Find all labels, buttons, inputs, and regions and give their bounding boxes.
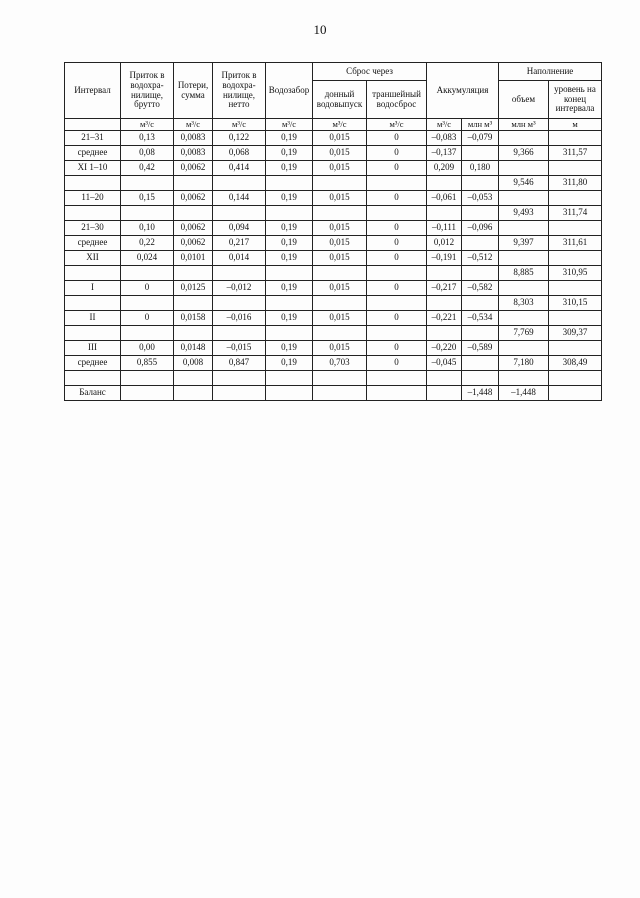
cell-accumulation-mln — [462, 176, 499, 191]
cell-accumulation-mln: 0,180 — [462, 161, 499, 176]
cell-accumulation-m3s — [427, 266, 462, 281]
cell-volume — [499, 341, 549, 356]
cell-interval: 21–30 — [65, 221, 121, 236]
cell-accumulation-m3s: –0,217 — [427, 281, 462, 296]
cell-accumulation-mln: –1,448 — [462, 386, 499, 401]
cell-bottom-outlet — [313, 386, 367, 401]
cell-inflow-netto: 0,144 — [213, 191, 266, 206]
cell-accumulation-mln: –0,512 — [462, 251, 499, 266]
cell-accumulation-m3s: –0,191 — [427, 251, 462, 266]
table-row — [65, 326, 602, 341]
cell-water-intake: 0,19 — [266, 161, 313, 176]
unit-cell: млн м³ — [499, 119, 549, 131]
cell-level: 309,37 — [549, 326, 602, 341]
cell-water-intake: 0,19 — [266, 236, 313, 251]
cell-interval: Баланс — [65, 386, 121, 401]
cell-inflow-brutto: 0,10 — [121, 221, 174, 236]
cell-interval: 11–20 — [65, 191, 121, 206]
table-row — [65, 236, 602, 251]
cell-trench-spillway — [367, 296, 427, 311]
table-row — [65, 371, 602, 386]
cell-inflow-brutto — [121, 266, 174, 281]
cell-interval — [65, 266, 121, 281]
cell-bottom-outlet: 0,015 — [313, 191, 367, 206]
cell-inflow-brutto: 0,08 — [121, 146, 174, 161]
table-row — [65, 221, 602, 236]
cell-level: 310,15 — [549, 296, 602, 311]
cell-inflow-netto — [213, 371, 266, 386]
cell-inflow-brutto — [121, 371, 174, 386]
table-row — [65, 251, 602, 266]
cell-water-intake: 0,19 — [266, 341, 313, 356]
cell-level — [549, 161, 602, 176]
cell-inflow-netto: –0,012 — [213, 281, 266, 296]
unit-cell: м³/с — [427, 119, 462, 131]
cell-losses: 0,0148 — [174, 341, 213, 356]
cell-bottom-outlet: 0,015 — [313, 131, 367, 146]
cell-interval — [65, 206, 121, 221]
cell-accumulation-mln: –0,096 — [462, 221, 499, 236]
cell-water-intake — [266, 296, 313, 311]
cell-water-intake — [266, 326, 313, 341]
header-bottom-outlet: донный водовыпуск — [313, 81, 367, 119]
cell-bottom-outlet — [313, 296, 367, 311]
cell-level: 311,61 — [549, 236, 602, 251]
cell-bottom-outlet — [313, 206, 367, 221]
cell-losses: 0,0158 — [174, 311, 213, 326]
cell-losses: 0,0062 — [174, 236, 213, 251]
unit-cell: м³/с — [121, 119, 174, 131]
cell-water-intake: 0,19 — [266, 356, 313, 371]
cell-bottom-outlet — [313, 176, 367, 191]
cell-water-intake: 0,19 — [266, 191, 313, 206]
cell-bottom-outlet — [313, 326, 367, 341]
cell-water-intake — [266, 206, 313, 221]
unit-cell: м — [549, 119, 602, 131]
cell-volume: 9,493 — [499, 206, 549, 221]
table-row — [65, 176, 602, 191]
cell-interval: среднее — [65, 236, 121, 251]
cell-trench-spillway — [367, 386, 427, 401]
cell-inflow-netto — [213, 176, 266, 191]
cell-interval — [65, 296, 121, 311]
cell-interval: II — [65, 311, 121, 326]
cell-bottom-outlet: 0,015 — [313, 221, 367, 236]
cell-volume: 7,769 — [499, 326, 549, 341]
cell-accumulation-m3s: –0,061 — [427, 191, 462, 206]
cell-volume: 9,546 — [499, 176, 549, 191]
cell-inflow-brutto: 0,855 — [121, 356, 174, 371]
cell-losses — [174, 176, 213, 191]
water-balance-table — [64, 62, 602, 401]
cell-losses: 0,0062 — [174, 221, 213, 236]
cell-bottom-outlet: 0,015 — [313, 311, 367, 326]
cell-accumulation-mln — [462, 296, 499, 311]
table-row — [65, 191, 602, 206]
cell-trench-spillway: 0 — [367, 131, 427, 146]
unit-cell: м³/с — [213, 119, 266, 131]
cell-volume: 9,366 — [499, 146, 549, 161]
header-inflow-netto: Приток в водохра-нилище, нетто — [213, 63, 266, 119]
cell-accumulation-mln — [462, 326, 499, 341]
cell-inflow-brutto — [121, 206, 174, 221]
cell-inflow-brutto — [121, 386, 174, 401]
page-number: 10 — [313, 22, 327, 37]
cell-volume: 8,303 — [499, 296, 549, 311]
cell-level — [549, 131, 602, 146]
table-row — [65, 206, 602, 221]
cell-trench-spillway: 0 — [367, 161, 427, 176]
cell-volume — [499, 221, 549, 236]
units-row — [65, 119, 602, 131]
cell-inflow-brutto: 0 — [121, 281, 174, 296]
cell-level — [549, 341, 602, 356]
cell-volume — [499, 281, 549, 296]
cell-inflow-netto: –0,016 — [213, 311, 266, 326]
cell-losses — [174, 326, 213, 341]
cell-water-intake — [266, 176, 313, 191]
cell-bottom-outlet: 0,015 — [313, 281, 367, 296]
cell-water-intake — [266, 371, 313, 386]
cell-trench-spillway: 0 — [367, 281, 427, 296]
cell-volume — [499, 161, 549, 176]
unit-cell: м³/с — [367, 119, 427, 131]
cell-inflow-brutto — [121, 176, 174, 191]
header-discharge-via: Сброс через — [313, 63, 427, 81]
cell-losses — [174, 296, 213, 311]
cell-inflow-netto: 0,068 — [213, 146, 266, 161]
header-trench-spillway: траншейный водосброс — [367, 81, 427, 119]
cell-interval — [65, 176, 121, 191]
cell-inflow-netto: 0,014 — [213, 251, 266, 266]
cell-accumulation-m3s — [427, 206, 462, 221]
cell-interval: I — [65, 281, 121, 296]
cell-inflow-netto: 0,217 — [213, 236, 266, 251]
cell-inflow-brutto: 0,13 — [121, 131, 174, 146]
cell-inflow-netto — [213, 326, 266, 341]
cell-losses — [174, 266, 213, 281]
cell-level: 308,49 — [549, 356, 602, 371]
cell-inflow-netto: 0,847 — [213, 356, 266, 371]
header-level-end: уровень на конец интервала — [549, 81, 602, 119]
cell-accumulation-mln — [462, 371, 499, 386]
cell-accumulation-m3s: –0,220 — [427, 341, 462, 356]
cell-inflow-netto: 0,122 — [213, 131, 266, 146]
cell-interval: среднее — [65, 146, 121, 161]
cell-inflow-netto — [213, 386, 266, 401]
cell-inflow-brutto — [121, 326, 174, 341]
cell-inflow-brutto: 0,42 — [121, 161, 174, 176]
cell-accumulation-mln — [462, 206, 499, 221]
cell-bottom-outlet: 0,703 — [313, 356, 367, 371]
cell-inflow-netto: –0,015 — [213, 341, 266, 356]
cell-inflow-netto — [213, 206, 266, 221]
cell-losses: 0,0101 — [174, 251, 213, 266]
cell-accumulation-mln — [462, 266, 499, 281]
cell-accumulation-mln: –0,589 — [462, 341, 499, 356]
header-accumulation: Аккумуляция — [427, 63, 499, 119]
cell-trench-spillway — [367, 326, 427, 341]
unit-cell-empty — [65, 119, 121, 131]
cell-losses: 0,0062 — [174, 161, 213, 176]
header-water-intake: Водозабор — [266, 63, 313, 119]
cell-losses — [174, 386, 213, 401]
cell-accumulation-m3s — [427, 296, 462, 311]
cell-accumulation-m3s: 0,209 — [427, 161, 462, 176]
cell-trench-spillway: 0 — [367, 221, 427, 236]
cell-inflow-brutto: 0,15 — [121, 191, 174, 206]
cell-bottom-outlet: 0,015 — [313, 341, 367, 356]
cell-volume — [499, 311, 549, 326]
table-row — [65, 341, 602, 356]
cell-interval — [65, 371, 121, 386]
cell-inflow-netto: 0,094 — [213, 221, 266, 236]
cell-volume: 7,180 — [499, 356, 549, 371]
table-row — [65, 386, 602, 401]
cell-accumulation-m3s: –0,111 — [427, 221, 462, 236]
cell-water-intake: 0,19 — [266, 251, 313, 266]
cell-losses — [174, 206, 213, 221]
cell-accumulation-mln: –0,582 — [462, 281, 499, 296]
cell-level — [549, 311, 602, 326]
cell-accumulation-m3s: –0,137 — [427, 146, 462, 161]
cell-interval: 21–31 — [65, 131, 121, 146]
table-row — [65, 356, 602, 371]
cell-level — [549, 371, 602, 386]
cell-accumulation-m3s — [427, 386, 462, 401]
cell-accumulation-mln: –0,079 — [462, 131, 499, 146]
table-row — [65, 161, 602, 176]
cell-inflow-netto — [213, 296, 266, 311]
cell-inflow-netto: 0,414 — [213, 161, 266, 176]
unit-cell: м³/с — [313, 119, 367, 131]
cell-trench-spillway — [367, 206, 427, 221]
table-row — [65, 266, 602, 281]
cell-losses: 0,008 — [174, 356, 213, 371]
header-volume: объем — [499, 81, 549, 119]
cell-trench-spillway: 0 — [367, 341, 427, 356]
cell-accumulation-m3s — [427, 326, 462, 341]
cell-trench-spillway: 0 — [367, 146, 427, 161]
cell-inflow-brutto: 0,00 — [121, 341, 174, 356]
cell-water-intake — [266, 386, 313, 401]
cell-accumulation-m3s: 0,012 — [427, 236, 462, 251]
cell-bottom-outlet: 0,015 — [313, 236, 367, 251]
table-row — [65, 146, 602, 161]
cell-trench-spillway: 0 — [367, 251, 427, 266]
cell-bottom-outlet: 0,015 — [313, 251, 367, 266]
unit-cell: м³/с — [174, 119, 213, 131]
cell-trench-spillway — [367, 266, 427, 281]
cell-losses: 0,0062 — [174, 191, 213, 206]
cell-accumulation-m3s: –0,221 — [427, 311, 462, 326]
cell-inflow-brutto: 0,024 — [121, 251, 174, 266]
cell-interval — [65, 326, 121, 341]
cell-water-intake: 0,19 — [266, 281, 313, 296]
cell-water-intake: 0,19 — [266, 221, 313, 236]
header-filling: Наполнение — [499, 63, 602, 81]
cell-volume: –1,448 — [499, 386, 549, 401]
cell-volume — [499, 131, 549, 146]
table-row — [65, 296, 602, 311]
cell-water-intake: 0,19 — [266, 131, 313, 146]
cell-interval: XII — [65, 251, 121, 266]
header-inflow-brutto: Приток в водохра-нилище, брутто — [121, 63, 174, 119]
cell-level: 311,74 — [549, 206, 602, 221]
cell-interval: III — [65, 341, 121, 356]
cell-trench-spillway: 0 — [367, 356, 427, 371]
cell-accumulation-mln — [462, 236, 499, 251]
cell-level — [549, 191, 602, 206]
cell-accumulation-m3s: –0,045 — [427, 356, 462, 371]
cell-volume — [499, 191, 549, 206]
cell-accumulation-mln: –0,053 — [462, 191, 499, 206]
cell-volume: 8,885 — [499, 266, 549, 281]
cell-level: 311,57 — [549, 146, 602, 161]
cell-level — [549, 281, 602, 296]
table-row — [65, 131, 602, 146]
cell-interval: среднее — [65, 356, 121, 371]
header-interval: Интервал — [65, 63, 121, 119]
cell-accumulation-mln — [462, 146, 499, 161]
cell-water-intake: 0,19 — [266, 146, 313, 161]
cell-accumulation-m3s — [427, 371, 462, 386]
cell-level: 311,80 — [549, 176, 602, 191]
cell-losses: 0,0125 — [174, 281, 213, 296]
table-row — [65, 311, 602, 326]
cell-water-intake — [266, 266, 313, 281]
cell-bottom-outlet — [313, 266, 367, 281]
cell-accumulation-mln — [462, 356, 499, 371]
cell-bottom-outlet: 0,015 — [313, 146, 367, 161]
cell-trench-spillway: 0 — [367, 191, 427, 206]
cell-accumulation-mln: –0,534 — [462, 311, 499, 326]
cell-trench-spillway: 0 — [367, 236, 427, 251]
header-losses: Потери, сумма — [174, 63, 213, 119]
cell-trench-spillway — [367, 371, 427, 386]
cell-level — [549, 251, 602, 266]
cell-inflow-brutto: 0 — [121, 311, 174, 326]
cell-losses — [174, 371, 213, 386]
cell-inflow-brutto: 0,22 — [121, 236, 174, 251]
cell-trench-spillway — [367, 176, 427, 191]
unit-cell: м³/с — [266, 119, 313, 131]
cell-level — [549, 221, 602, 236]
cell-trench-spillway: 0 — [367, 311, 427, 326]
cell-level — [549, 386, 602, 401]
cell-volume — [499, 251, 549, 266]
cell-bottom-outlet — [313, 371, 367, 386]
cell-inflow-brutto — [121, 296, 174, 311]
cell-losses: 0,0083 — [174, 131, 213, 146]
unit-cell: млн м³ — [462, 119, 499, 131]
cell-inflow-netto — [213, 266, 266, 281]
cell-volume — [499, 371, 549, 386]
cell-bottom-outlet: 0,015 — [313, 161, 367, 176]
cell-accumulation-m3s — [427, 176, 462, 191]
cell-volume: 9,397 — [499, 236, 549, 251]
cell-level: 310,95 — [549, 266, 602, 281]
cell-losses: 0,0083 — [174, 146, 213, 161]
cell-interval: XI 1–10 — [65, 161, 121, 176]
cell-accumulation-m3s: –0,083 — [427, 131, 462, 146]
cell-water-intake: 0,19 — [266, 311, 313, 326]
table-row — [65, 281, 602, 296]
